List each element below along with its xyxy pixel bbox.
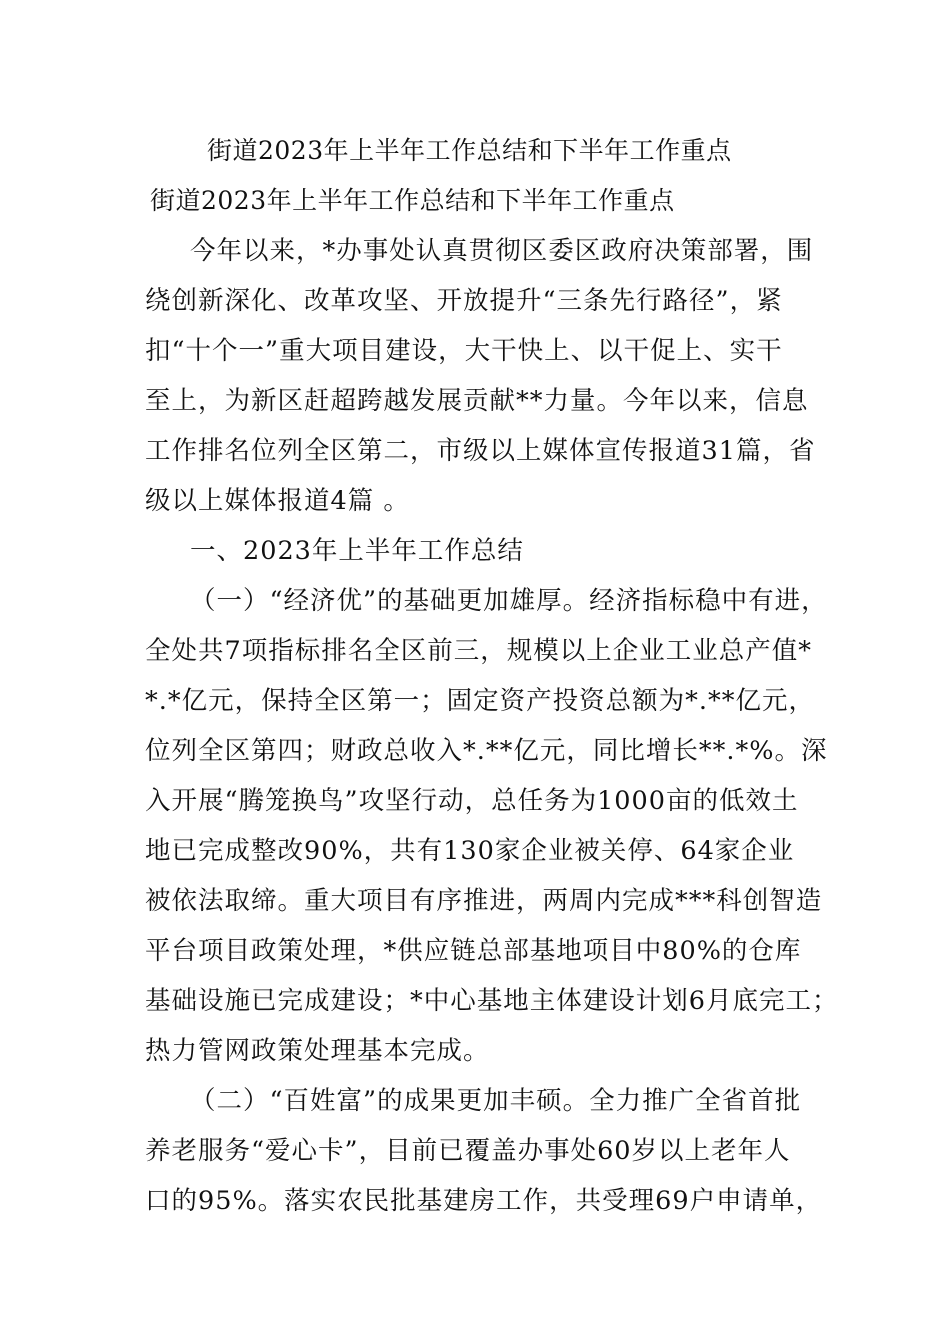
paragraph-economy-line-10: 热力管网政策处理基本完成。 bbox=[145, 1036, 490, 1066]
document-title: 街道2023年上半年工作总结和下半年工作重点 bbox=[207, 136, 732, 165]
section-heading: 一、2023年上半年工作总结 bbox=[190, 536, 524, 566]
paragraph-economy-line-3: *.*亿元，保持全区第一；固定资产投资总额为*.**亿元， bbox=[145, 686, 815, 716]
paragraph-economy-line-4: 位列全区第四；财政总收入*.**亿元，同比增长**.*%。深 bbox=[145, 736, 828, 766]
paragraph-economy-line-5: 入开展“腾笼换鸟”攻坚行动，总任务为1000亩的低效土 bbox=[145, 786, 799, 816]
paragraph-intro-line-6: 级以上媒体报道4篇 。 bbox=[145, 486, 410, 516]
paragraph-economy-line-6: 地已完成整改90%，共有130家企业被关停、64家企业 bbox=[145, 836, 795, 866]
document-title-repeat: 街道2023年上半年工作总结和下半年工作重点 bbox=[150, 186, 675, 215]
paragraph-intro-line-3: 扣“十个一”重大项目建设，大干快上、以干促上、实干 bbox=[145, 336, 783, 366]
paragraph-prosperity-line-2: 养老服务“爱心卡”，目前已覆盖办事处60岁以上老年人 bbox=[145, 1136, 791, 1166]
paragraph-economy-line-2: 全处共7项指标排名全区前三，规模以上企业工业总产值* bbox=[145, 636, 812, 666]
paragraph-economy-line-7: 被依法取缔。重大项目有序推进，两周内完成***科创智造 bbox=[145, 886, 823, 916]
paragraph-intro-line-2: 绕创新深化、改革攻坚、开放提升“三条先行路径”，紧 bbox=[145, 286, 783, 316]
paragraph-intro-line-1: 今年以来，*办事处认真贯彻区委区政府决策部署，围 bbox=[190, 236, 814, 266]
paragraph-prosperity-line-1: （二）“百姓富”的成果更加丰硕。全力推广全省首批 bbox=[190, 1086, 802, 1116]
paragraph-economy-line-8: 平台项目政策处理，*供应链总部基地项目中80%的仓库 bbox=[145, 936, 802, 966]
paragraph-economy-line-9: 基础设施已完成建设；*中心基地主体建设计划6月底完工； bbox=[145, 986, 839, 1016]
paragraph-prosperity-line-3: 口的95%。落实农民批基建房工作，共受理69户申请单， bbox=[145, 1186, 823, 1216]
paragraph-intro-line-5: 工作排名位列全区第二，市级以上媒体宣传报道31篇，省 bbox=[145, 436, 816, 466]
paragraph-economy-line-1: （一）“经济优”的基础更加雄厚。经济指标稳中有进， bbox=[190, 586, 828, 616]
paragraph-intro-line-4: 至上，为新区赶超跨越发展贡献**力量。今年以来，信息 bbox=[145, 386, 809, 416]
